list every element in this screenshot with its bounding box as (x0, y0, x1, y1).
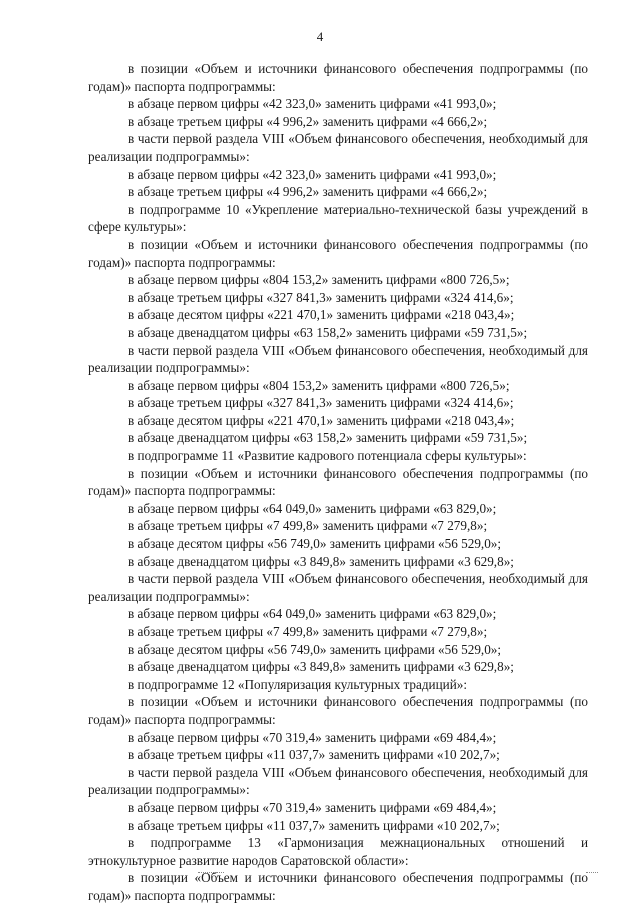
paragraph: в абзаце десятом цифры «56 749,0» заменить цифрами «56 529,0»; (128, 641, 502, 657)
page-number: 4 (316, 29, 324, 44)
paragraph: в абзаце десятом цифры «221 470,1» заменить цифрами «218 043,4»; (128, 412, 515, 428)
scan-mark (198, 872, 224, 875)
paragraph: в абзаце двенадцатом цифры «63 158,2» заменить цифрами «59 731,5»; (128, 324, 528, 340)
paragraph: в части первой раздела VIII «Объем финансового обеспечения, необходимый для реализации подпрограммы»: (88, 571, 588, 604)
paragraph: в абзаце двенадцатом цифры «3 849,8» заменить цифрами «3 629,8»; (128, 659, 514, 675)
paragraph: в абзаце первом цифры «64 049,0» заменить цифрами «63 829,0»; (128, 500, 497, 516)
paragraph: в абзаце третьем цифры «327 841,3» заменить цифрами «324 414,6»; (128, 289, 514, 305)
paragraph: в позиции «Объем и источники финансового обеспечения подпрограммы (по годам)» паспорта подпрограммы: (88, 236, 588, 270)
paragraph: в абзаце первом цифры «70 319,4» заменить цифрами «69 484,4»; (128, 799, 497, 815)
paragraph: в абзаце третьем цифры «11 037,7» заменить цифрами «10 202,7»; (128, 747, 500, 763)
paragraph: в подпрограмме 10 «Укрепление материально-технической базы учреждений в сфере культуры»: (88, 201, 588, 235)
paragraph: в абзаце третьем цифры «4 996,2» заменить цифрами «4 666,2»; (128, 113, 488, 129)
paragraph: в абзаце третьем цифры «7 499,8» заменить цифрами «7 279,8»; (128, 624, 488, 639)
paragraph: в подпрограмме 11 «Развитие кадрового потенциала сферы культуры»: (128, 448, 527, 464)
paragraph: в абзаце двенадцатом цифры «3 849,8» заменить цифрами «3 629,8»; (128, 553, 514, 569)
paragraph: в позиции «Объем и источники финансового обеспечения подпрограммы (по годам)» паспорта подпрограммы: (88, 61, 588, 94)
paragraph: в абзаце первом цифры «804 153,2» заменить цифрами «800 726,5»; (128, 272, 510, 288)
paragraph: в позиции «Объем и источники финансового обеспечения подпрограммы (по годам)» паспорта подпрограммы: (88, 694, 588, 727)
document-body (88, 60, 588, 905)
paragraph: в абзаце первом цифры «804 153,2» заменить цифрами «800 726,5»; (128, 377, 510, 393)
paragraph: в части первой раздела VIII «Объем финансового обеспечения, необходимый для реализации подпрограммы»: (88, 342, 588, 376)
paragraph: в абзаце двенадцатом цифры «63 158,2» заменить цифрами «59 731,5»; (128, 430, 528, 446)
paragraph: в абзаце третьем цифры «11 037,7» заменить цифрами «10 202,7»; (128, 817, 500, 833)
scan-mark (586, 872, 598, 875)
paragraph: в абзаце первом цифры «42 323,0» заменить цифрами «41 993,0»; (128, 166, 497, 182)
paragraph: в абзаце третьем цифры «327 841,3» заменить цифрами «324 414,6»; (128, 395, 514, 411)
paragraph: в части первой раздела VIII «Объем финансового обеспечения, необходимый для реализации подпрограммы»: (88, 131, 588, 164)
paragraph: в абзаце третьем цифры «4 996,2» заменить цифрами «4 666,2»; (128, 184, 488, 200)
paragraph: в абзаце первом цифры «64 049,0» заменить цифрами «63 829,0»; (128, 606, 497, 622)
paragraph: в подпрограмме 12 «Популяризация культурных традиций»: (128, 676, 468, 692)
paragraph: в позиции «Объем и источники финансового обеспечения подпрограммы (по годам)» паспорта подпрограммы: (88, 870, 588, 903)
paragraph: в абзаце первом цифры «70 319,4» заменить цифрами «69 484,4»; (128, 729, 497, 745)
paragraph: в подпрограмме 13 «Гармонизация межнациональных отношений и этнокультурное развитие народов Саратовской области»: (88, 835, 588, 868)
paragraph: в абзаце десятом цифры «56 749,0» заменить цифрами «56 529,0»; (128, 536, 502, 552)
paragraph: в части первой раздела VIII «Объем финансового обеспечения, необходимый для реализации подпрограммы»: (88, 764, 588, 798)
paragraph: в абзаце первом цифры «42 323,0» заменить цифрами «41 993,0»; (128, 96, 497, 112)
paragraph: в позиции «Объем и источники финансового обеспечения подпрограммы (по годам)» паспорта подпрограммы: (88, 465, 588, 499)
paragraph: в абзаце третьем цифры «7 499,8» заменить цифрами «7 279,8»; (128, 518, 488, 534)
paragraph: в абзаце десятом цифры «221 470,1» заменить цифрами «218 043,4»; (128, 307, 515, 323)
